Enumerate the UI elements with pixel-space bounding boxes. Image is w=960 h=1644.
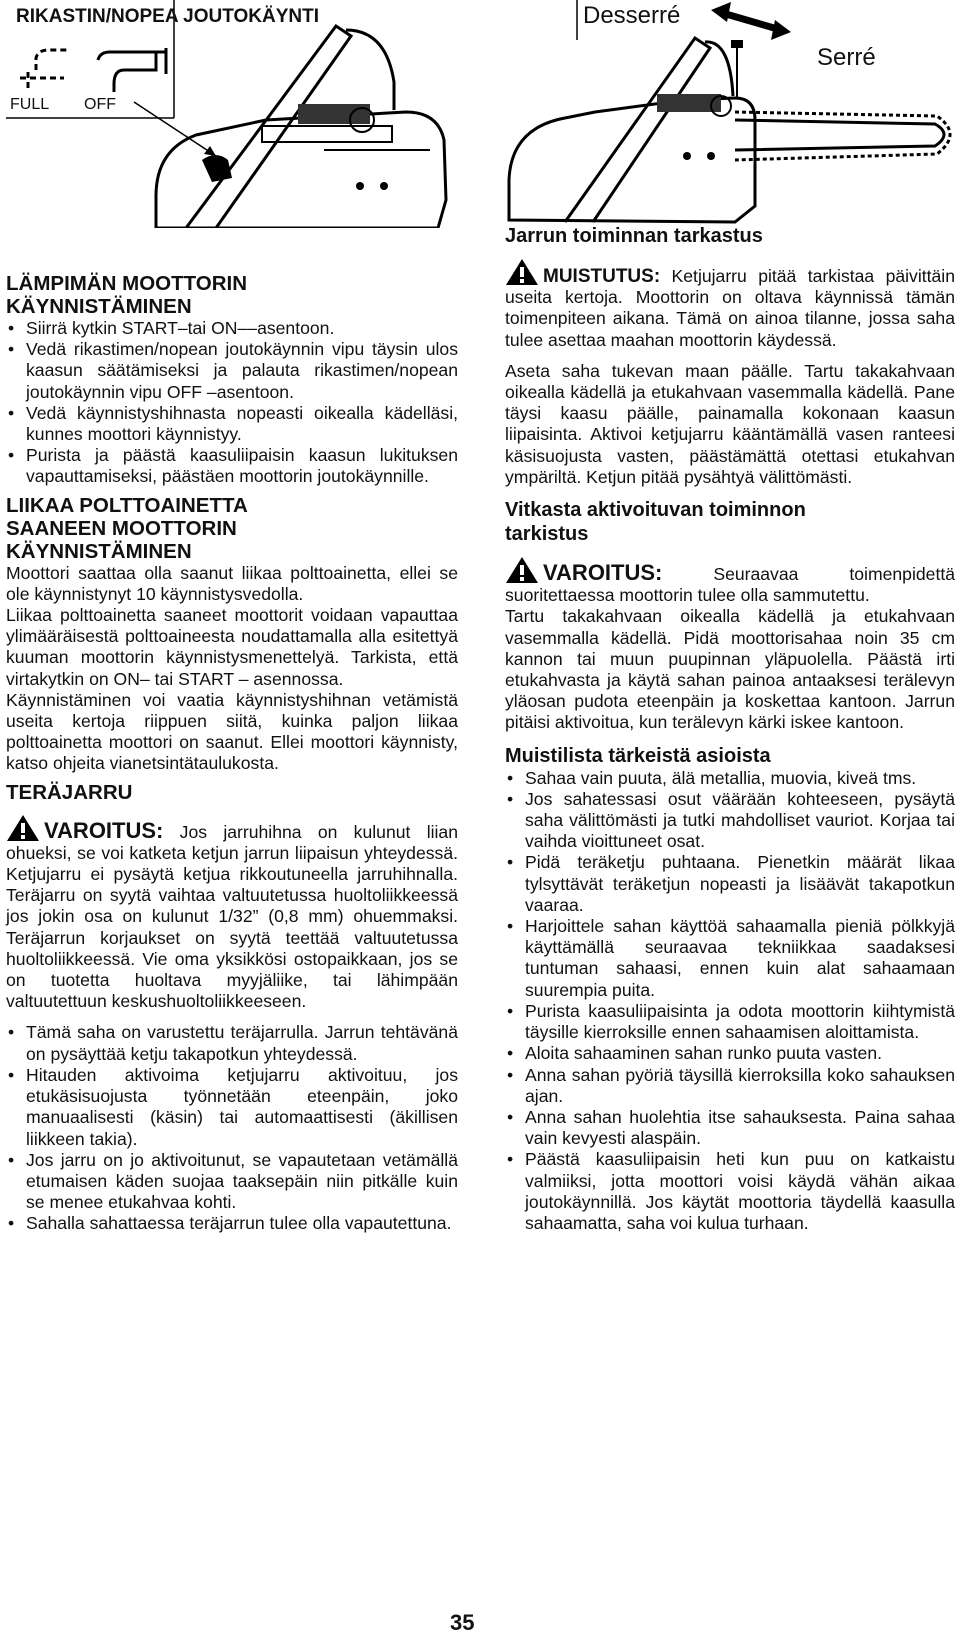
heading-warm-start-line2: KÄYNNISTÄMINEN <box>6 295 192 318</box>
chainsaw-choke-drawing <box>6 0 458 228</box>
left-column <box>6 0 458 1644</box>
right-text <box>505 224 955 1234</box>
list-item: • Vedä rikastimen/nopean joutokäynnin vipu täysin ulos kaasun säätämiseksi ja palauta rikastimen/nopean joutokäynnin vipu OFF –asentoon. <box>6 339 458 403</box>
chainsaw-chain-drawing <box>505 0 955 230</box>
brake-check-paragraph: Aseta saha tukevan maan päälle. Tartu takakahvaan oikealla kädellä ja etukahvaan vasemmalla kädellä. Pane täysi kaasu päälle, painamalla kokonaan kaasun liipaisinta. Aktivoi ketjujarru kääntämällä vasen ranteesi käsisuojusta vasten, päästämättä otettasi etukahvan ympäriltä. Ketjun pitää pysähtyä välittömästi. <box>505 360 955 487</box>
list-item: • Anna sahan huolehtia itse sahauksesta. Paina sahaa vain kevyesti alaspäin. <box>505 1107 955 1149</box>
inertia-warning <box>505 556 955 606</box>
list-item: • Siirrä kytkin START–tai ON––asentoon. <box>6 318 458 339</box>
heading-inertia-line2: tarkistus <box>505 523 589 546</box>
brake-check-note-text: Ketjujarru pitää tarkistaa päivittäin useita kertoja. Moottorin on oltava käynnissä tämän toimenpiteen aikana. Tämä on ainoa tilanne, jossa saha tulee asettaa maahan moottorin käydessä. <box>505 266 956 350</box>
warning-triangle-icon <box>6 814 40 842</box>
heading-flooded-line2: SAANEEN MOOTTORIN <box>6 516 237 540</box>
list-item: • Tämä saha on varustettu teräjarrulla. Jarrun tehtävänä on pysäyttää ketju takapotkun yhteydessä. <box>6 1022 458 1064</box>
warning-triangle-icon <box>505 258 539 286</box>
list-item: • Jos sahatessasi osut väärään kohteeseen, pysäytä saha välittömästi ja tutki mahdolliset vauriot. Korjaa tai vaihda vioittuneet osat. <box>505 789 955 853</box>
list-item: • Harjoittele sahan käyttöä sahaamalla pieniä pölkkyjä käyttämällä seuraavaa tekniikkaa saadaksesi tuntuman sahaasi, ennen kuin alat sahaamaan suurempia puita. <box>505 916 955 1001</box>
list-item: • Purista kaasuliipaisinta ja odota moottorin kiihtymistä täysille kierroksille ennen sahaamisen aloittamista. <box>505 1001 955 1043</box>
heading-warm-start <box>6 272 458 318</box>
list-item: • Päästä kaasuliipaisin heti kun puu on katkaistu valmiiksi, jotta moottori voisi käydä vähän aikaa joutokäynnillä. Jos käytät moottoria täydellä kaasulla sahaamatta, saha voi kulua turhaan. <box>505 1149 955 1234</box>
list-item: • Sahalla sahattaessa teräjarrun tulee olla vapautettuna. <box>6 1213 458 1234</box>
heading-checklist: Muistilista tärkeistä asioista <box>505 744 771 767</box>
flooded-paragraph: Moottori saattaa olla saanut liikaa polttoainetta, ellei se ole käynnistynyt 10 käynnistysvedolla. <box>6 562 458 604</box>
heading-inertia-line1: Vitkasta aktivoituvan toiminnon <box>505 499 806 522</box>
chain-tension-illustration <box>505 0 955 230</box>
list-item: • Pidä teräketju puhtaana. Pienetkin määrät likaa tylsyttävät teräketjun nopeasti ja lisäävät takapotkun vaaraa. <box>505 852 955 916</box>
heading-flooded-line3: KÄYNNISTÄMINEN <box>6 539 192 563</box>
heading-brake: TERÄJARRU <box>6 780 133 804</box>
checklist-list <box>505 768 955 1234</box>
heading-inertia-check <box>505 498 955 546</box>
heading-flooded <box>6 494 458 563</box>
list-item: • Hitauden aktivoima ketjujarru aktivoituu, jos etukäsisuojusta työnnetään eteenpäin, joko manuaalisesti (käsin) tai automaattisesti (äkillisen liikkeen takia). <box>6 1065 458 1150</box>
warm-start-list <box>6 318 458 488</box>
inertia-paragraph: Tartu takakahvaan oikealla kädellä ja etukahvaan vasemmalla kädellä. Pidä moottorisahaa noin 35 cm kannon tai muun puupinnan yläpuolella. Päästä irti etukahvasta ja käytä sahan painoa antaaksesi terälevyn yläosan pudota eteenpäin ja koskettaa kantoon. Jarrun pitäisi aktivoitua, kun terälevyn kärki iskee kantoon. <box>505 606 955 733</box>
brake-warning-label: VAROITUS: <box>44 817 164 843</box>
label-full: FULL <box>10 96 50 113</box>
brake-warning-text: Jos jarruhihna on kulunut liian ohueksi, se voi katketa ketjun jarrun liipaisun yhteydessä. Ketjujarru ei pysäytä ketjua rikkoutuneella jarruhihnalla. Teräjarru on syytä vaihtaa valtuutetussa huoltoliikkeessä jos jokin osa on kulunut 1/32” (0,8 mm) ohuemmaksi. Teräjarrun korjaukset on syytä teettää valtuutetussa huoltoliikkeessä. Vie oma yksikkösi ostopaikkaan, jos se on tuotetta huoltava myyjäliike, tai lähimpään valtuutettuun keskushuoltoliikkeeseen. <box>6 821 458 1012</box>
warning-triangle-icon <box>505 556 539 584</box>
brake-warning <box>6 814 458 1013</box>
list-item: • Vedä käynnistyshihnasta nopeasti oikealla kädelläsi, kunnes moottori käynnistyy. <box>6 403 458 445</box>
brake-check-note-label: MUISTUTUS: <box>543 266 661 287</box>
brake-list <box>6 1022 458 1234</box>
heading-warm-start-line1: LÄMPIMÄN MOOTTORIN <box>6 272 248 295</box>
left-text <box>6 272 458 1235</box>
list-item: • Purista ja päästä kaasuliipaisin kaasun lukituksen vapauttamiseksi, päästäen moottorin joutokäynnille. <box>6 445 458 487</box>
label-desserre: Desserré <box>583 2 681 29</box>
page-number: 35 <box>450 1610 475 1635</box>
heading-flooded-line1: LIIKAA POLTTOAINETTA <box>6 493 248 517</box>
list-item: • Aloita sahaaminen sahan runko puuta vasten. <box>505 1043 955 1064</box>
list-item: • Sahaa vain puuta, älä metallia, muovia, kiveä tms. <box>505 768 955 789</box>
choke-illustration <box>6 0 458 228</box>
heading-brake-check: Jarrun toiminnan tarkastus <box>505 225 763 247</box>
label-serre: Serré <box>817 44 876 71</box>
list-item: • Anna sahan pyöriä täysillä kierroksilla koko sahauksen ajan. <box>505 1065 955 1107</box>
flooded-paragraph: Käynnistäminen voi vaatia käynnistyshihnan vetämistä useita kertoja riippuen siitä, kuinka paljon liikaa polttoainetta moottori on saanut. Ellei moottori käynnisty, katso ohjeita vianetsintätaulukosta. <box>6 689 458 774</box>
right-column <box>505 0 955 1644</box>
list-item: • Jos jarru on jo aktivoitunut, se vapautetaan vetämällä etumaisen käden suojaa taaksepäin niin pitkälle kuin se menee etukahvaa kohti. <box>6 1150 458 1214</box>
figure-title-choke: RIKASTIN/NOPEA JOUTOKÄYNTI <box>16 6 319 27</box>
inertia-warning-text: Seuraavaa toimenpidettä suoritettaessa moottorin tulee olla sammutettu. <box>505 564 956 606</box>
inertia-warning-label: VAROITUS: <box>543 560 663 586</box>
flooded-paragraph: Liikaa polttoainetta saaneet moottorit voidaan vapauttaa ylimääräisestä polttoaineesta noudattamalla alla esitettyä kuuman moottorin käynnistysmenettelyä. Tarkista, että virtakytkin on ON– tai START – asennossa. <box>6 605 458 689</box>
brake-check-note <box>505 258 955 351</box>
label-off: OFF <box>84 96 116 113</box>
